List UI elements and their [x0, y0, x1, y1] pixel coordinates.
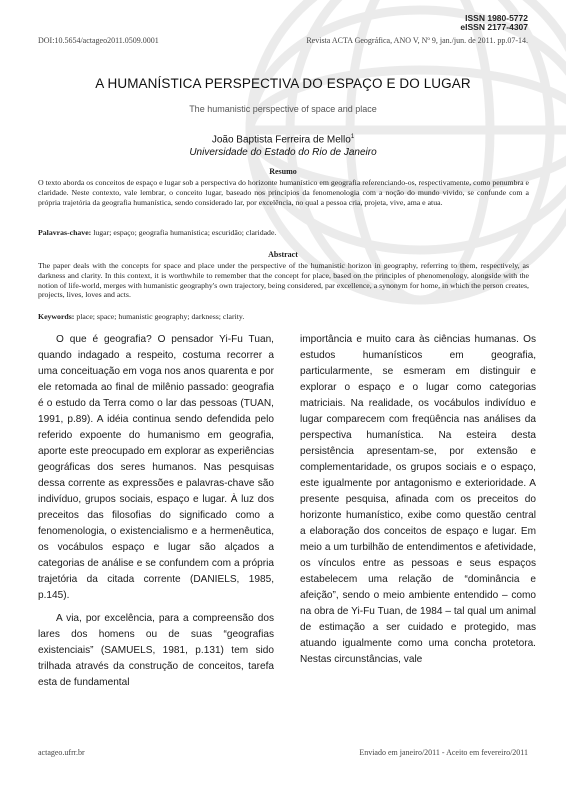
journal-citation: Revista ACTA Geográfica, ANO V, Nº 9, jan./jun. de 2011. pp.07-14. — [306, 36, 528, 45]
body-column-right — [300, 332, 536, 668]
author-text: João Baptista Ferreira de Mello — [211, 134, 351, 146]
article-title: A HUMANÍSTICA PERSPECTIVA DO ESPAÇO E DO LUGAR — [95, 76, 471, 91]
issn: ISSN 1980-5772 — [465, 13, 528, 23]
body-paragraph: A via, por excelência, para a compreensão dos lares dos homens ou de suas “geografias existenciais” (SAMUELS, 1981, p.131) tem sido trilhada através da construção de conceitos, tarefa esta de fundamental — [38, 613, 274, 688]
abstract-text: The paper deals with the concepts for space and place under the perspective of the humanistic horizon in geography, referring to them, respectively, as darkness and clarity. In this context, it is worthwhile to remember that the concept for place, based on the principles of phenomenology, alongside with the notion of life-world, merges with humanistic geography's own trajectory, being considered, par excellence, a synonym for home, in which the person creates, projects, lives, loves and acts. — [38, 261, 529, 300]
author-footnote-mark: 1 — [350, 134, 355, 140]
body-paragraph: O que é geografia? O pensador Yi-Fu Tuan, quando indagado a respeito, costuma recorrer a uma conceituação em voga nos anos quarenta e por ele retomada ao final de milênio passado: geografia é o estudo da Terra como o lar das pessoas (TUAN, 1991, p.89). A idéia continua sendo defendida pelo referido expoente do humanismo em geografia, aporte este preocupado em explorar as experiências geográficas dos seres humanos. Nas pesquisas dessa corrente as expressões e palavras-chave são indivíduo, grupos sociais, espaço e lugar. À luz dos preceitos das filosofias do significado como a fenomenologia, o existencialismo e a hermenêutica, os vocábulos espaço e lugar são alçados a categorias de análise e se confundem com a própria trajetória da citada corrente (DANIELS, 1985, p.145). — [38, 334, 274, 601]
abstract-keywords-text: place; space; humanistic geography; darkness; clarity. — [76, 312, 245, 321]
resumo-text: O texto aborda os conceitos de espaço e lugar sob a perspectiva do horizonte humanístico em geografia referenciando-os, respectivamente, como penumbra e claridade. Neste contexto, vale lembrar, o conceito lugar, baseado nos princípios da fenomenologia com a noção do mundo vivido, se confunde com a própria trajetória da geografia humanística, sendo considerado lar, por excelência, no qual a pessoa cria, projeta, vive, ama e atua. — [38, 178, 529, 207]
eissn: eISSN 2177-4307 — [460, 22, 528, 32]
abstract-keywords-label: Keywords: — [38, 312, 75, 321]
doi: DOI:10.5654/actageo2011.0509.0001 — [38, 36, 159, 45]
resumo-keywords-text: lugar; espaço; geografia humanística; escuridão; claridade. — [93, 228, 277, 237]
issn-block — [460, 14, 528, 32]
body-paragraph: importância e muito cara às ciências humanas. Os estudos humanísticos em geografia, particularmente, se esmeram em distinguir e explorar o espaço e o lugar como categorias matriciais. Na realidade, os vocábulos indivíduo e lugar comparecem com freqüência nas análises da perspectiva humanística. Na esteira desta persistência apresentam-se, por extensão e complementaridade, os grupos sociais e o espaço, este igualmente por antagonismo e exterioridade. A presente pesquisa, afinada com os preceitos do horizonte humanístico, exibe como questão central a elaboração dos conceitos de espaço e lugar. Em meio a um turbilhão de entendimentos e afetividade, os vínculos entre as pessoas e seus espaços estabelecem uma relação de “dominância e afeição”, sendo o meio ambiente entendido – como na obra de Yi-Fu Tuan, de 1984 – tal qual um animal de estimação a ser cuidado e protegido, mas atuando igualmente como uma concha protetora. Nestas circunstâncias, vale — [300, 334, 536, 665]
article-subtitle: The humanistic perspective of space and place — [189, 104, 377, 114]
footer-dates: Enviado em janeiro/2011 - Aceito em fevereiro/2011 — [359, 748, 528, 757]
author-name — [0, 134, 566, 145]
footer-site: actageo.ufrr.br — [38, 748, 85, 757]
abstract-keywords — [38, 312, 529, 322]
resumo-keywords-label: Palavras-chave: — [38, 228, 92, 237]
abstract-heading: Abstract — [268, 250, 298, 259]
body-column-left — [38, 332, 274, 691]
resumo-heading: Resumo — [269, 167, 297, 176]
author-affiliation: Universidade do Estado do Rio de Janeiro — [189, 147, 377, 158]
resumo-keywords — [38, 228, 529, 238]
